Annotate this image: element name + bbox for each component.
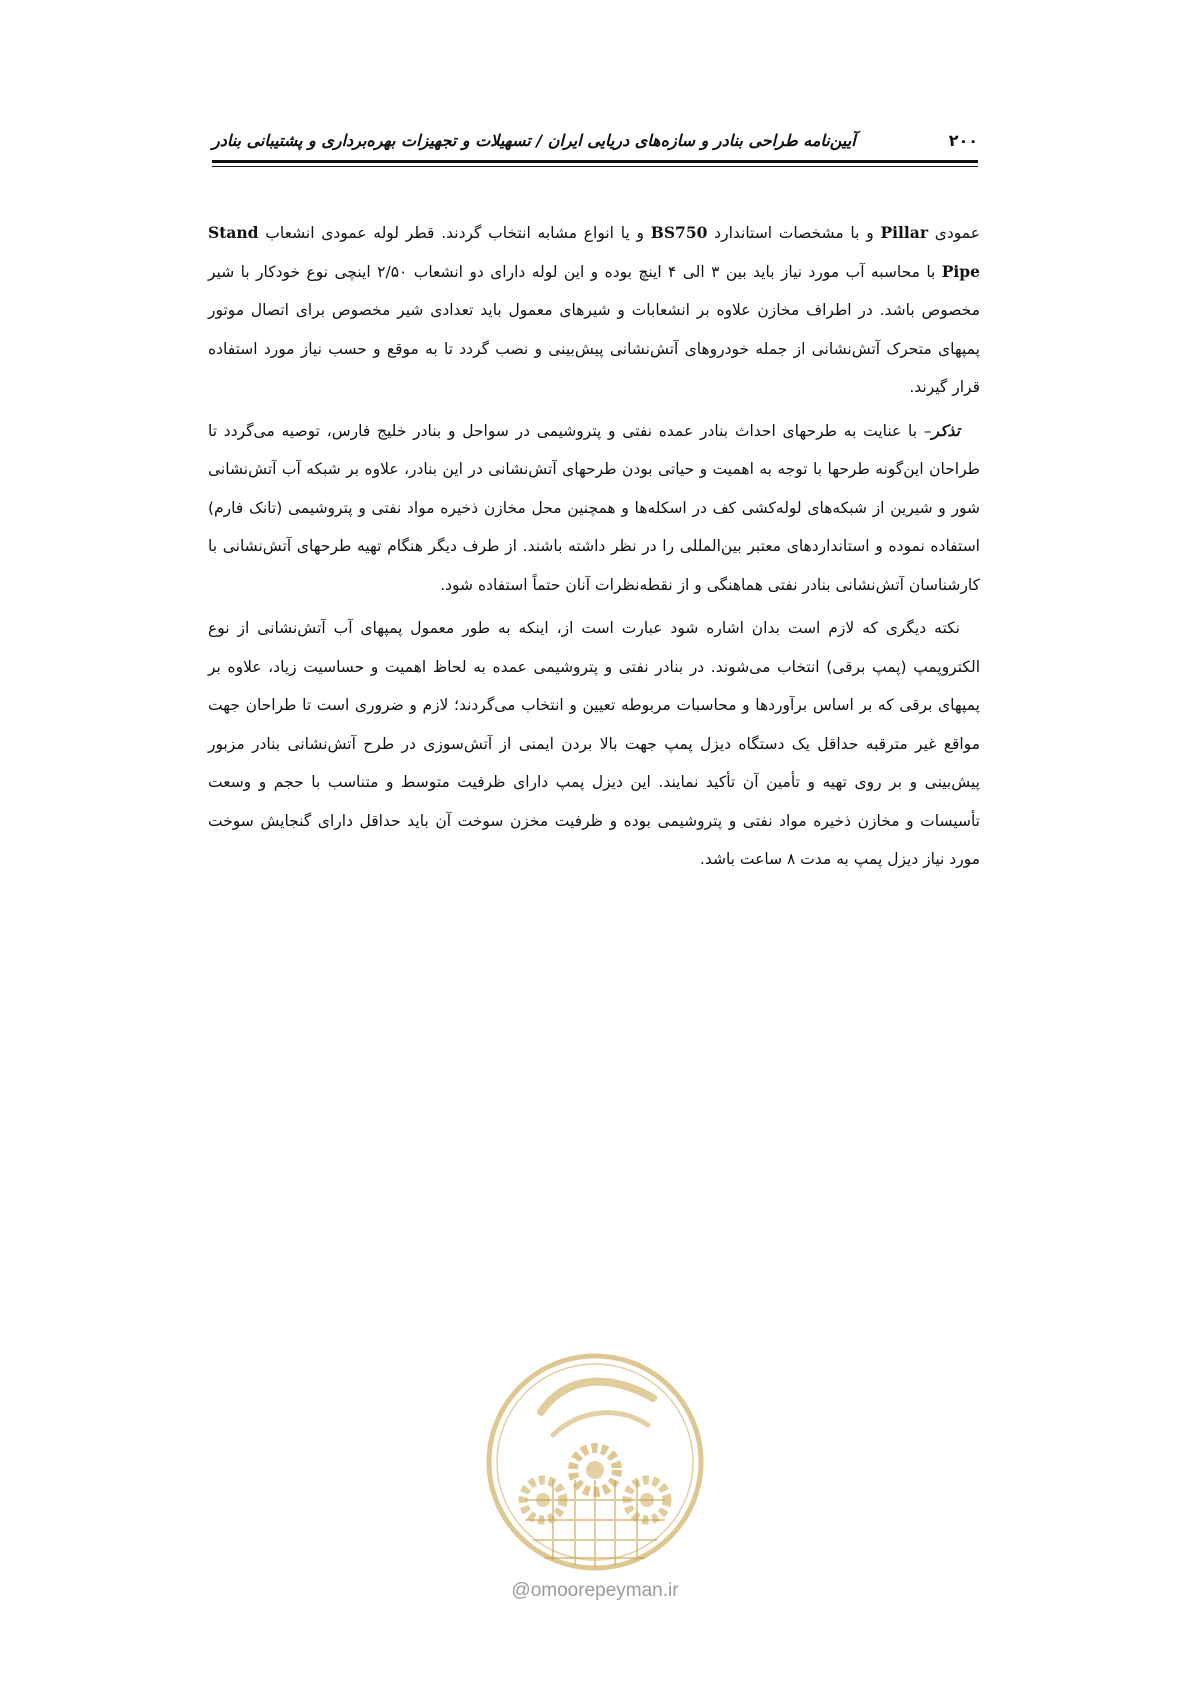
header-rule-thin <box>212 166 978 167</box>
paragraph-2 <box>208 412 980 605</box>
paragraph-1-text-b: و با مشخصات استاندارد <box>707 224 881 242</box>
paragraph-1-text-a: عمودی <box>927 224 980 242</box>
paragraph-1 <box>208 214 980 407</box>
watermark-logo <box>483 1350 707 1610</box>
paragraph-1-text-d: با محاسبه آب مورد نیاز باید بین ۳ الی ۴ اینچ بوده و این لوله دارای دو انشعاب ۲/۵۰ اینچی نوع خودکار با شیر مخصوص باشد. در اطراف مخازن علاوه بر انشعابات و شیرهای معمول باید تعدادی شیر مخصوص برای اتصال موتور پمپهای متحرک آتش‌نشانی از جمله خودروهای آتش‌نشانی پیش‌بینی و نصب گردد تا به موقع و حسب نیاز مورد استفاده قرار گیرند. <box>208 262 980 396</box>
note-label: تذکر <box>931 421 960 440</box>
body-text <box>208 214 980 884</box>
running-title: آیین‌نامه طراحی بنادر و سازه‌های دریایی ایران / تسهیلات و تجهیزات بهره‌برداری و پشتیبانی بنادر <box>212 131 856 150</box>
paragraph-3: نکته دیگری که لازم است بدان اشاره شود عبارت است از، اینکه به طور معمول پمپهای آب آتش‌نشانی از نوع الکتروپمپ (پمپ برقی) انتخاب می‌شوند. در بنادر نفتی و پتروشیمی عمده به لحاظ اهمیت و حساسیت زیاد، علاوه بر پمپهای برقی که بر اساس برآوردها و محاسبات مربوطه تعیین و انتخاب می‌گردند؛ لازم و ضروری است تا طراحان جهت مواقع غیر مترقبه حداقل یک دستگاه دیزل پمپ جهت بالا بردن ایمنی از آتش‌سوزی در طرح آتش‌نشانی بنادر مزبور پیش‌بینی و بر روی تهیه و تأمین آن تأکید نمایند. این دیزل پمپ دارای ظرفیت متوسط و متناسب با حجم و وسعت تأسیسات و مخازن ذخیره مواد نفتی و پتروشیمی بوده و ظرفیت مخزن سوخت آن باید حداقل دارای گنجایش سوخت مورد نیاز دیزل پمپ به مدت ۸ ساعت باشد. <box>208 619 980 868</box>
term-stand-pipe: Stand Pipe <box>208 223 981 281</box>
watermark-url: @omoorepeyman.ir <box>511 1580 679 1601</box>
page-number: ۲۰۰ <box>948 131 978 150</box>
paragraph-2-text: – با عنایت به طرحهای احداث بنادر عمده نفتی و پتروشیمی در سواحل و بنادر خلیج فارس، توصیه می‌گردد تا طراحان این‌گونه طرحها با توجه به اهمیت و حیاتی بودن طرحهای آتش‌نشانی در این بنادر، علاوه بر شبکه آب آتش‌نشانی شور و شیرین از شبکه‌های لوله‌کشی کف در اسکله‌ها و همچنین محل مخازن ذخیره مواد نفتی و پتروشیمی (تانک فارم) استفاده نموده و استانداردهای معتبر بین‌المللی را در نظر داشته باشند. از طرف دیگر هنگام تهیه طرحهای آتش‌نشانی با کارشناسان آتش‌نشانی بنادر نفتی هماهنگی و از نقطه‌نظرات آنان حتماً استفاده شود. <box>208 421 980 594</box>
term-bs750: BS750 <box>650 223 708 242</box>
term-pillar: Pillar <box>880 223 928 242</box>
page-header <box>212 128 978 156</box>
header-rule <box>212 160 978 163</box>
paragraph-1-text-c: و یا انواع مشابه انتخاب گردند. قطر لوله عمودی انشعاب <box>258 224 651 242</box>
